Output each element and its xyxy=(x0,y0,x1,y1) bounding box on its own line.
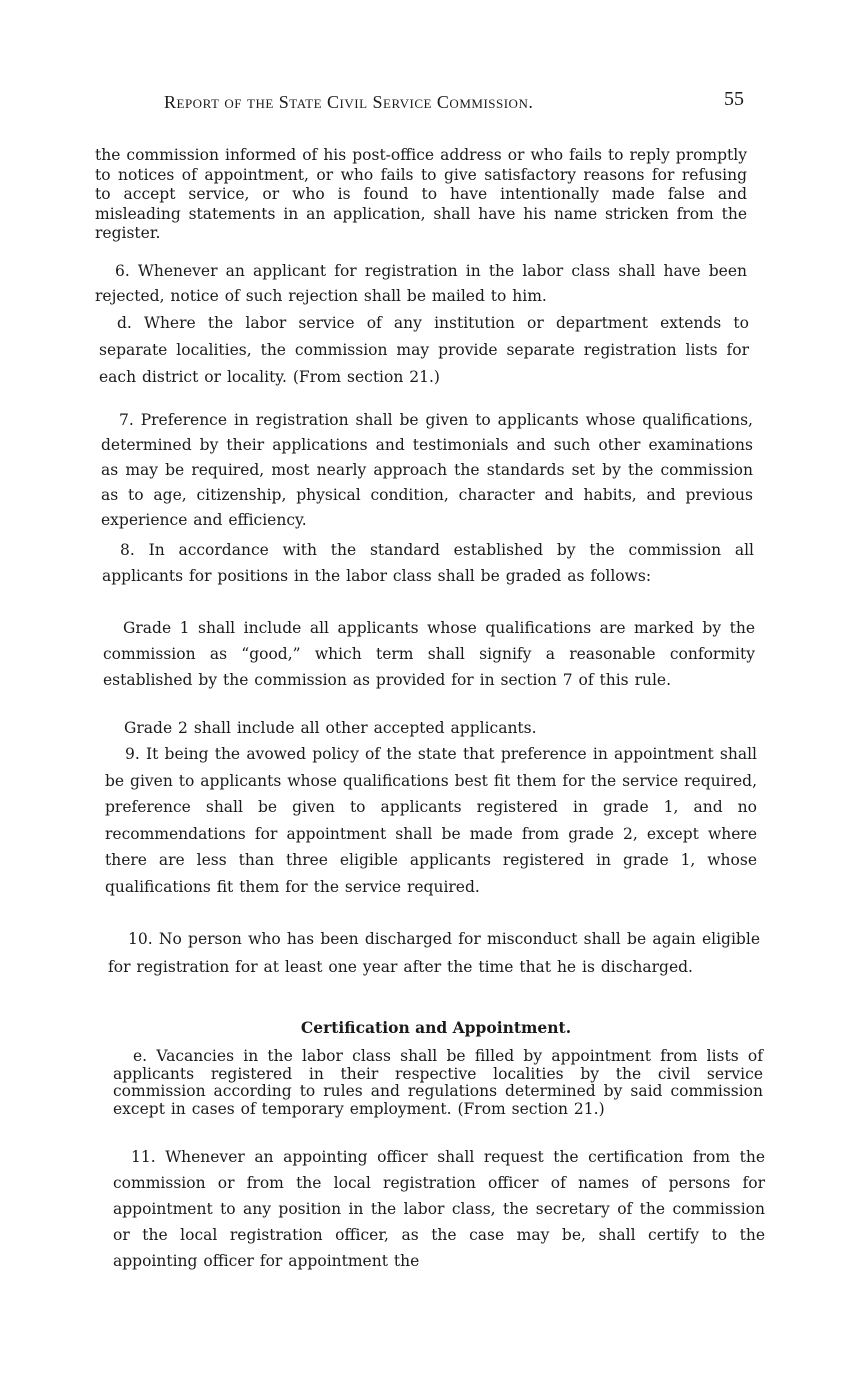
paragraph-d: d. Where the labor service of any institution or department extends to separate localities, the commission may provide separate registration lists for each district or locality. (From section 21.) xyxy=(99,314,749,386)
paragraph-rule-7: 7. Preference in registration shall be given to applicants whose qualifications, determined by their applications and testimonials and such other examinations as may be required, most nearly approach the standards set by the commission as to age, citizenship, physical condition, character and habits, and previous experience and efficiency. xyxy=(101,411,753,529)
page-number: 55 xyxy=(724,88,744,110)
paragraph-rule-8: 8. In accordance with the standard established by the commission all applicants for positions in the labor class shall be graded as follows: xyxy=(102,541,754,585)
running-head xyxy=(96,86,746,122)
paragraph-e: e. Vacancies in the labor class shall be filled by appointment from lists of applicants registered in their respective localities by the civil service commission according to rules and regulations determined by said commission except in cases of temporary employment. (From section 21.) xyxy=(113,1047,763,1118)
paragraph-continuation: the commission informed of his post-office address or who fails to reply promptly to notices of appointment, or who fails to give satisfactory reasons for refusing to accept service, or who is found to have intentionally made false and misleading statements in an application, shall have his name stricken from the register. xyxy=(95,146,747,242)
section-heading: Certification and Appointment. xyxy=(300,1018,572,1037)
paragraph-grade-1: Grade 1 shall include all applicants whose qualifications are marked by the commission as “good,” which term shall signify a reasonable conformity established by the commission as provided for in section 7 of this rule. xyxy=(103,619,755,689)
paragraph-rule-11: 11. Whenever an appointing officer shall request the certification from the commission or from the local registration officer of names of persons for appointment to any position in the labor class, the secretary of the commission or the local registration officer, as the case may be, shall certify to the appointing officer for appointment the xyxy=(113,1148,765,1270)
paragraph-rule-9: 9. It being the avowed policy of the state that preference in appointment shall be given to applicants whose qualifications best fit them for the service required, preference shall be given to applicants registered in grade 1, and no recommendations for appointment shall be made from grade 2, except where there are less than three eligible applicants registered in grade 1, whose qualifications fit them for the service required. xyxy=(105,745,757,896)
running-title: Report of the State Civil Service Commission. xyxy=(164,92,534,112)
paragraph-grade-2: Grade 2 shall include all other accepted applicants. xyxy=(124,719,537,737)
paragraph-rule-10: 10. No person who has been discharged for misconduct shall be again eligible for registration for at least one year after the time that he is discharged. xyxy=(108,930,760,976)
paragraph-rule-6: 6. Whenever an applicant for registration in the labor class shall have been rejected, notice of such rejection shall be mailed to him. xyxy=(95,262,747,305)
